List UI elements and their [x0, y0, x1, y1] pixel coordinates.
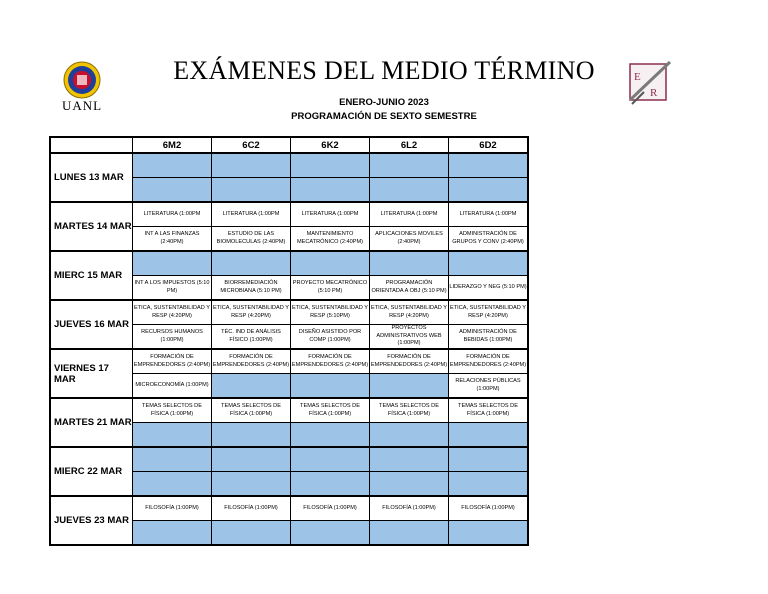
- exam-cell: RELACIONES PÚBLICAS (1:00PM): [449, 374, 529, 399]
- empty-cell: [212, 472, 291, 497]
- day-label: MIERC 15 MAR: [50, 251, 133, 300]
- column-header: 6D2: [449, 137, 529, 153]
- empty-cell: [291, 153, 370, 178]
- page-title: EXÁMENES DEL MEDIO TÉRMINO: [173, 56, 595, 85]
- exam-cell: PROYECTO MECATRÓNICO (5:10 PM): [291, 276, 370, 301]
- exam-cell: INT A LOS IMPUESTOS (5:10 PM): [133, 276, 212, 301]
- table-row: [50, 251, 528, 276]
- empty-cell: [370, 423, 449, 448]
- empty-cell: [212, 447, 291, 472]
- empty-cell: [449, 447, 529, 472]
- exam-cell: FORMACIÓN DE EMPRENDEDORES (2:40PM): [212, 349, 291, 374]
- uanl-logo-text: UANL: [61, 98, 103, 113]
- exam-cell: TEMAS SELECTOS DE FÍSICA (1:00PM): [370, 398, 449, 423]
- empty-cell: [370, 447, 449, 472]
- exam-cell: FILOSOFÍA (1:00PM): [291, 496, 370, 521]
- exam-schedule-table: [49, 136, 529, 546]
- table-row: [50, 300, 528, 325]
- empty-cell: [212, 521, 291, 546]
- exam-cell: TEMAS SELECTOS DE FÍSICA (1:00PM): [212, 398, 291, 423]
- empty-cell: [291, 472, 370, 497]
- empty-cell: [449, 153, 529, 178]
- exam-cell: FORMACIÓN DE EMPRENDEDORES (2:40PM): [370, 349, 449, 374]
- exam-cell: FORMACIÓN DE EMPRENDEDORES (2:40PM): [449, 349, 529, 374]
- empty-cell: [449, 472, 529, 497]
- day-label: JUEVES 16 MAR: [50, 300, 133, 349]
- exam-cell: LITERATURA (1:00PM: [370, 202, 449, 227]
- column-header: 6K2: [291, 137, 370, 153]
- table-row: [50, 496, 528, 521]
- exam-cell: ADMINISTRACIÓN DE GRUPOS Y CONV (2:40PM): [449, 227, 529, 252]
- day-label: VIERNES 17 MAR: [50, 349, 133, 398]
- svg-text:E: E: [634, 71, 641, 83]
- empty-cell: [449, 423, 529, 448]
- empty-cell: [133, 521, 212, 546]
- exam-cell: ESTUDIO DE LAS BIOMOLECULAS (2:40PM): [212, 227, 291, 252]
- empty-cell: [133, 178, 212, 203]
- exam-cell: ETICA, SUSTENTABILIDAD Y RESP (4:20PM): [133, 300, 212, 325]
- empty-cell: [212, 153, 291, 178]
- exam-cell: LITERATURA (1:00PM: [291, 202, 370, 227]
- empty-cell: [212, 374, 291, 399]
- table-row: [50, 447, 528, 472]
- empty-cell: [370, 374, 449, 399]
- day-label: MARTES 14 MAR: [50, 202, 133, 251]
- empty-cell: [133, 251, 212, 276]
- empty-cell: [133, 447, 212, 472]
- empty-cell: [133, 472, 212, 497]
- empty-cell: [370, 153, 449, 178]
- exam-cell: TÉC. IND DE ANÁLISIS FÍSICO (1:00PM): [212, 325, 291, 350]
- empty-cell: [291, 521, 370, 546]
- empty-cell: [212, 178, 291, 203]
- empty-cell: [212, 251, 291, 276]
- exam-cell: LITERATURA (1:00PM: [212, 202, 291, 227]
- exam-cell: APLICACIONES MOVILES (2:40PM): [370, 227, 449, 252]
- empty-cell: [449, 251, 529, 276]
- empty-cell: [449, 521, 529, 546]
- table-row: [50, 398, 528, 423]
- exam-cell: TEMAS SELECTOS DE FÍSICA (1:00PM): [291, 398, 370, 423]
- corner-header: [50, 137, 133, 153]
- table-row: [50, 349, 528, 374]
- exam-cell: INT A LAS FINANZAS (2:40PM): [133, 227, 212, 252]
- period-label: ENERO-JUNIO 2023: [339, 97, 429, 108]
- exam-cell: MANTENIMIENTO MECATRÓNICO (2:40PM): [291, 227, 370, 252]
- exam-cell: LIDERAZGO Y NEG (5:10 PM): [449, 276, 529, 301]
- empty-cell: [449, 178, 529, 203]
- empty-cell: [291, 374, 370, 399]
- exam-cell: PROYECTOS ADMINISTRATIVOS WEB (1:00PM): [370, 325, 449, 350]
- exam-cell: LITERATURA (1:00PM: [133, 202, 212, 227]
- exam-cell: PROGRAMACIÓN ORIENTADA A OBJ (5:10 PM): [370, 276, 449, 301]
- exam-cell: BIORREMEDIACIÓN MICROBIANA (5:10 PM): [212, 276, 291, 301]
- exam-cell: ETICA, SUSTENTABILIDAD Y RESP (4:20PM): [370, 300, 449, 325]
- empty-cell: [291, 251, 370, 276]
- exam-cell: FILOSOFÍA (1:00PM): [133, 496, 212, 521]
- empty-cell: [370, 251, 449, 276]
- column-header: 6L2: [370, 137, 449, 153]
- exam-cell: LITERATURA (1:00PM: [449, 202, 529, 227]
- empty-cell: [291, 423, 370, 448]
- day-label: MARTES 21 MAR: [50, 398, 133, 447]
- empty-cell: [291, 447, 370, 472]
- empty-cell: [212, 423, 291, 448]
- exam-cell: ETICA, SUSTENTABILIDAD Y RESP (4:20PM): [449, 300, 529, 325]
- table-row: [50, 202, 528, 227]
- empty-cell: [133, 153, 212, 178]
- program-label: PROGRAMACIÓN DE SEXTO SEMESTRE: [291, 111, 477, 122]
- svg-text:R: R: [650, 87, 658, 99]
- exam-cell: FILOSOFÍA (1:00PM): [449, 496, 529, 521]
- empty-cell: [370, 472, 449, 497]
- exam-cell: ETICA, SUSTENTABILIDAD Y RESP (5:10PM): [291, 300, 370, 325]
- day-label: MIERC 22 MAR: [50, 447, 133, 496]
- exam-cell: FILOSOFÍA (1:00PM): [212, 496, 291, 521]
- exam-cell: TEMAS SELECTOS DE FÍSICA (1:00PM): [449, 398, 529, 423]
- empty-cell: [133, 423, 212, 448]
- empty-cell: [291, 178, 370, 203]
- exam-cell: MICROECONOMÍA (1:00PM): [133, 374, 212, 399]
- column-header: 6C2: [212, 137, 291, 153]
- exam-cell: ADMINISTRACIÓN DE BEBIDAS (1:00PM): [449, 325, 529, 350]
- schedule-body: [50, 153, 528, 545]
- exam-cell: DISEÑO ASISTIDO POR COMP (1:00PM): [291, 325, 370, 350]
- empty-cell: [370, 521, 449, 546]
- day-label: LUNES 13 MAR: [50, 153, 133, 202]
- day-label: JUEVES 23 MAR: [50, 496, 133, 545]
- exam-cell: RECURSOS HUMANOS (1:00PM): [133, 325, 212, 350]
- exam-cell: FORMACIÓN DE EMPRENDEDORES (2:40PM): [291, 349, 370, 374]
- exam-cell: FORMACIÓN DE EMPRENDEDORES (2:40PM): [133, 349, 212, 374]
- empty-cell: [370, 178, 449, 203]
- exam-cell: FILOSOFÍA (1:00PM): [370, 496, 449, 521]
- exam-cell: TEMAS SELECTOS DE FÍSICA (1:00PM): [133, 398, 212, 423]
- column-header: 6M2: [133, 137, 212, 153]
- exam-cell: ETICA, SUSTENTABILIDAD Y RESP (4:20PM): [212, 300, 291, 325]
- table-row: [50, 153, 528, 178]
